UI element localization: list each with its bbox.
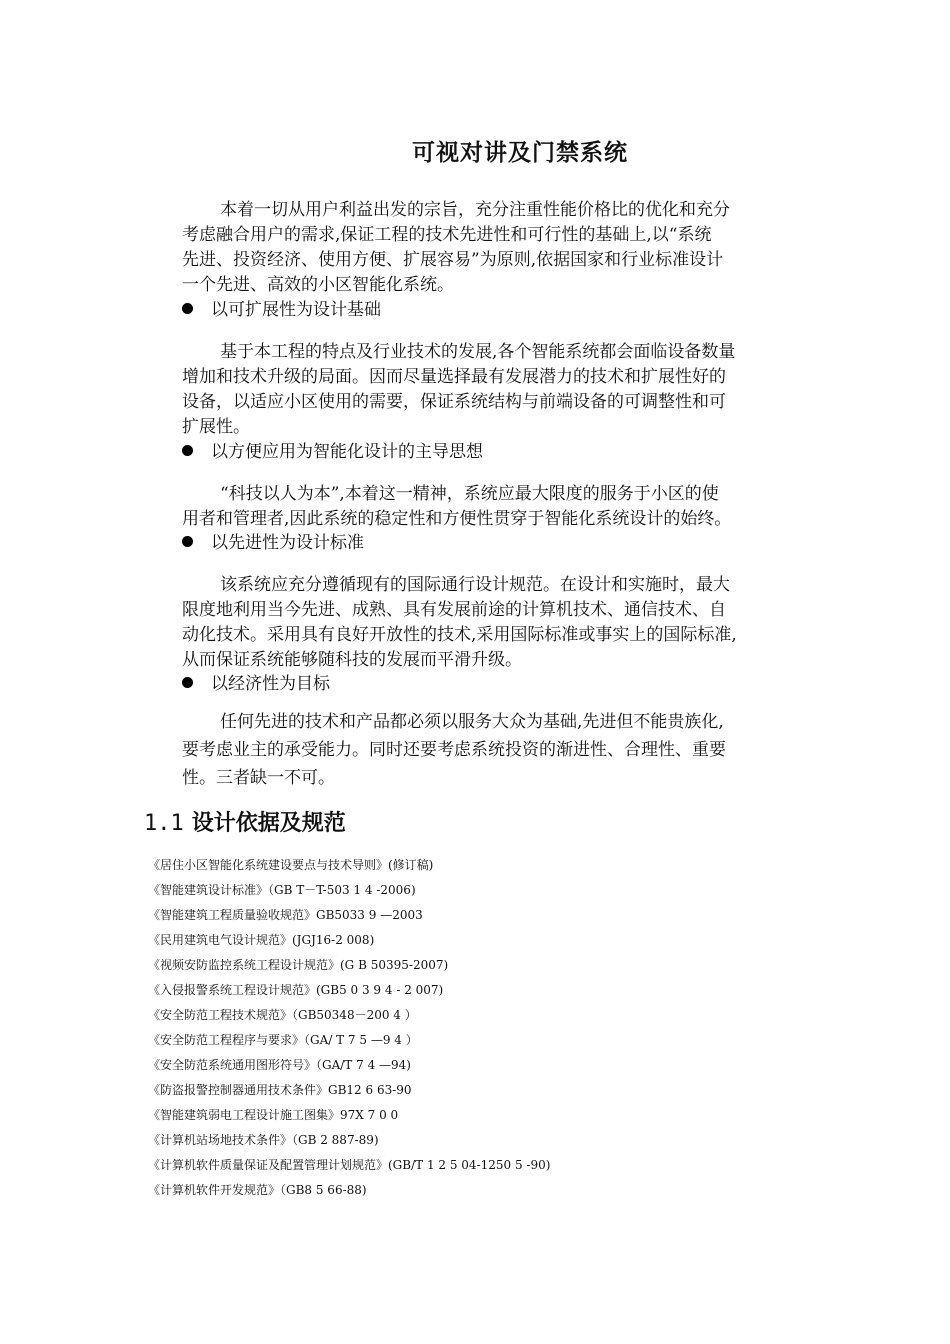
reference-item: 《计算机软件质量保证及配置管理计划规范》(GB/T 1 2 5 04-1250 5 -90): [148, 1158, 551, 1172]
bullet-label: 以方便应用为智能化设计的主导思想: [211, 442, 483, 462]
reference-item: 《智能建筑设计标准》（GB T－T-503 1 4 -2006): [148, 883, 416, 897]
bullet-item: [182, 672, 330, 696]
reference-item: 《入侵报警系统工程设计规范》(GB5 0 3 9 4 - 2 007): [148, 983, 444, 997]
paragraph-line: 基于本工程的特点及行业技术的发展,各个智能系统都会面临设备数量: [220, 342, 736, 362]
bullet-item: [182, 531, 364, 555]
section-heading-text: 设计依据及规范: [191, 810, 346, 836]
reference-item: 《计算机软件开发规范》（GB8 5 66-88): [148, 1183, 367, 1197]
paragraph-line: 用者和管理者,因此系统的稳定性和方便性贯穿于智能化系统设计的始终。: [182, 509, 732, 529]
paragraph-line: 扩展性。: [182, 417, 250, 437]
paragraph-line: 该系统应充分遵循现有的国际通行设计规范。在设计和实施时，最大: [220, 575, 730, 595]
bullet-label: 以经济性为目标: [211, 674, 330, 694]
paragraph-line: 本着一切从用户利益出发的宗旨，充分注重性能价格比的优化和充分: [220, 200, 730, 220]
section-number: 1.1: [144, 811, 184, 836]
reference-item: 《安全防范工程技术规范》（GB50348－200 4 ）: [148, 1008, 417, 1022]
paragraph-line: 要考虑业主的承受能力。同时还要考虑系统投资的渐进性、合理性、重要: [182, 740, 726, 760]
reference-item: 《民用建筑电气设计规范》(JGJ16-2 008): [148, 933, 375, 947]
bullet-icon: [182, 536, 193, 547]
paragraph-line: 一个先进、高效的小区智能化系统。: [182, 275, 454, 295]
paragraph-line: 先进、投资经济、使用方便、扩展容易”为原则,依据国家和行业标准设计: [182, 250, 724, 270]
bullet-icon: [182, 677, 193, 688]
bullet-icon: [182, 303, 193, 314]
section-heading: [144, 806, 346, 837]
paragraph-line: “科技以人为本”,本着这一精神，系统应最大限度的服务于小区的使: [220, 484, 719, 504]
paragraph-line: 设备，以适应小区使用的需要，保证系统结构与前端设备的可调整性和可: [182, 392, 726, 412]
bullet-item: [182, 298, 381, 322]
paragraph-line: 考虑融合用户的需求,保证工程的技术先进性和可行性的基础上,以“系统: [182, 225, 712, 245]
paragraph-line: 性。三者缺一不可。: [182, 768, 335, 788]
bullet-item: [182, 440, 483, 464]
reference-item: 《安全防范系统通用图形符号》（GA/T 7 4 —94): [148, 1058, 411, 1072]
reference-item: 《安全防范工程程序与要求》（GA/ T 7 5 —9 4 ）: [148, 1033, 418, 1047]
reference-item: 《居住小区智能化系统建设要点与技术导则》(修订稿): [148, 858, 434, 872]
reference-item: 《计算机站场地技术条件》（GB 2 887-89): [148, 1133, 379, 1147]
page-title: 可视对讲及门禁系统: [412, 140, 628, 166]
paragraph-line: 任何先进的技术和产品都必须以服务大众为基础,先进但不能贵族化,: [220, 712, 724, 732]
bullet-label: 以可扩展性为设计基础: [211, 300, 381, 320]
bullet-icon: [182, 445, 193, 456]
paragraph-line: 增加和技术升级的局面。因而尽量选择最有发展潜力的技术和扩展性好的: [182, 367, 726, 387]
paragraph-line: 限度地利用当今先进、成熟、具有发展前途的计算机技术、通信技术、自: [182, 600, 726, 620]
reference-item: 《防盗报警控制器通用技术条件》GB12 6 63-90: [148, 1083, 412, 1097]
paragraph-line: 从而保证系统能够随科技的发展而平滑升级。: [182, 650, 522, 670]
bullet-label: 以先进性为设计标准: [211, 533, 364, 553]
reference-item: 《智能建筑弱电工程设计施工图集》97X 7 0 0: [148, 1108, 399, 1122]
reference-item: 《智能建筑工程质量验收规范》GB5033 9 —2003: [148, 908, 423, 922]
reference-item: 《视频安防监控系统工程设计规范》(G B 50395-2007): [148, 958, 449, 972]
paragraph-line: 动化技术。采用具有良好开放性的技术,采用国际标准或事实上的国际标准,: [182, 625, 737, 645]
